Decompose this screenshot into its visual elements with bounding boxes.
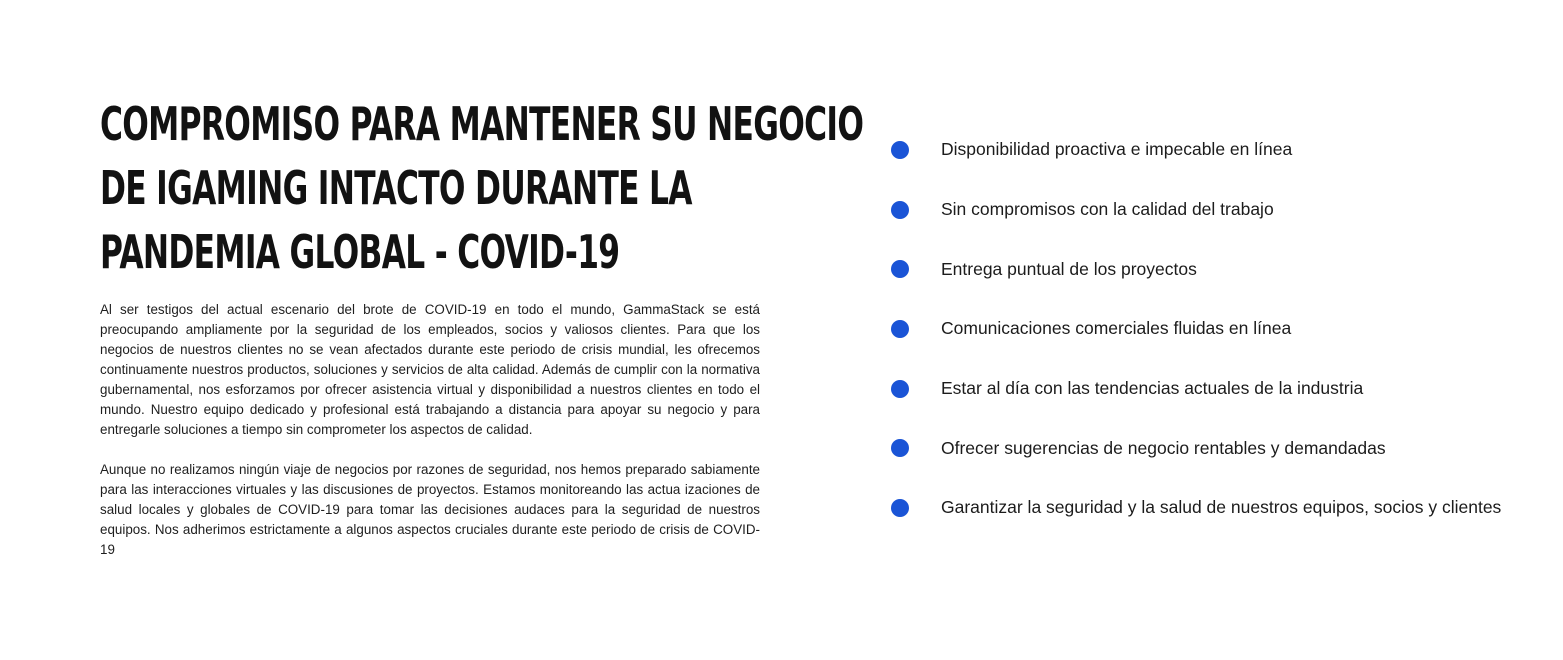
bullet-text: Garantizar la seguridad y la salud de nuestros equipos, socios y clientes <box>941 497 1502 518</box>
bullet-text: Disponibilidad proactiva e impecable en línea <box>941 139 1293 160</box>
list-item <box>891 180 1531 240</box>
bullet-dot-icon <box>891 380 909 398</box>
list-item <box>891 299 1531 359</box>
bullet-text: Entrega puntual de los proyectos <box>941 258 1197 279</box>
list-item <box>891 120 1531 180</box>
list-item <box>891 359 1531 419</box>
bullet-text: Ofrecer sugerencias de negocio rentables y demandadas <box>941 437 1386 458</box>
bullet-text: Comunicaciones comerciales fluidas en línea <box>941 318 1292 339</box>
title-wrapper <box>100 92 864 288</box>
list-item <box>891 418 1531 478</box>
list-item <box>891 239 1531 299</box>
bullet-text: Estar al día con las tendencias actuales de la industria <box>941 378 1364 399</box>
bullet-dot-icon <box>891 320 909 338</box>
title-line: DE IGAMING INTACTO DURANTE LA <box>100 161 692 215</box>
bullet-dot-icon <box>891 141 909 159</box>
content-column <box>100 92 864 560</box>
bullet-column <box>891 120 1531 538</box>
section-title <box>100 92 864 284</box>
bullet-dot-icon <box>891 260 909 278</box>
bullet-dot-icon <box>891 499 909 517</box>
title-line: COMPROMISO PARA MANTENER SU NEGOCIO <box>100 97 864 151</box>
bullet-dot-icon <box>891 201 909 219</box>
second-paragraph: Aunque no realizamos ningún viaje de negocios por razones de seguridad, nos hemos preparado sabiamente para las interacciones virtuales y las discusiones de proyectos. Estamos monitoreando las actua izaciones de salud locales y globales de COVID-19 para tomar las decisiones audaces para la seguridad de nuestros equipos. Nos adherimos estrictamente a algunos aspectos cruciales durante este periodo de crisis de COVID-19 <box>100 462 760 557</box>
title-line: PANDEMIA GLOBAL - COVID-19 <box>100 225 620 279</box>
bullet-list <box>891 120 1531 538</box>
bullet-text: Sin compromisos con la calidad del trabajo <box>941 199 1274 220</box>
bullet-dot-icon <box>891 439 909 457</box>
list-item <box>891 478 1531 538</box>
intro-paragraph: Al ser testigos del actual escenario del brote de COVID-19 en todo el mundo, GammaStack se está preocupando ampliamente por la seguridad de los empleados, socios y valiosos clientes. Para que los negocios de nuestros clientes no se vean afectados durante este periodo de crisis mundial, les ofrecemos continuamente nuestros productos, soluciones y servicios de alta calidad. Además de cumplir con la normativa gubernamental, nos esforzamos por ofrecer asistencia virtual y disponibilidad a nuestros clientes en todo el mundo. Nuestro equipo dedicado y profesional está trabajando a distancia para apoyar su negocio y para entregarle soluciones a tiempo sin comprometer los aspectos de calidad. <box>100 302 760 437</box>
